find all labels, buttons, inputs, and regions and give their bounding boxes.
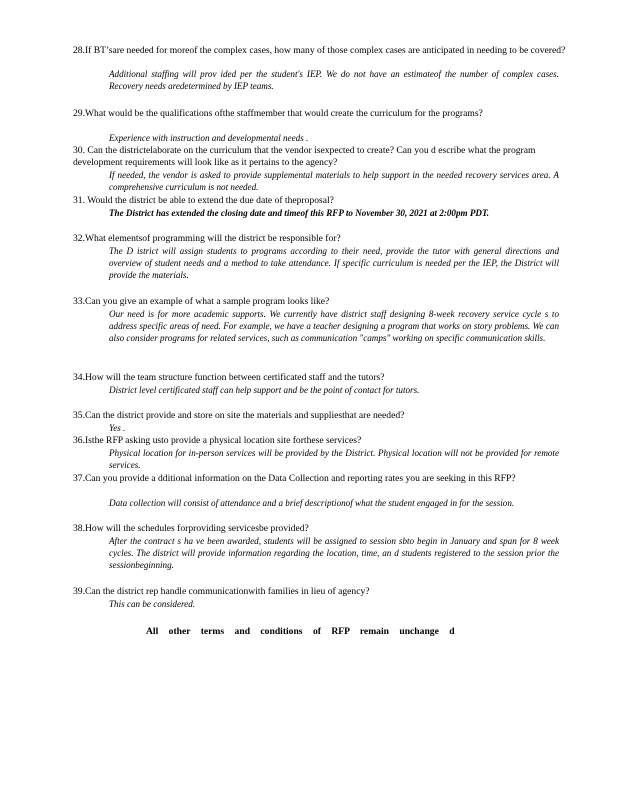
answer-32: The D istrict will assign students to programs according to their need, provide the tutor with general directions and overview of student needs and a method to take attendance. If specific curriculum is needed per the IEP, the District will provide the materials.: [109, 246, 559, 280]
answer-31: The District has extended the closing date and timeof this RFP to November 30, 2021 at 2:00pm PDT.: [109, 208, 489, 218]
question-32: 32.What elementsof programming will the district be responsible for?: [73, 233, 341, 244]
question-36: 36.Isthe RFP asking usto provide a physical location site forthese services?: [73, 435, 362, 446]
closing-statement: All other terms and conditions of RFP remain unchange d: [146, 626, 455, 637]
question-33: 33.Can you give an example of what a sample program looks like?: [73, 296, 330, 307]
answer-28: Additional staffing will prov ided per the student's IEP. We do not have an estimateof the number of complex cases. Recovery needs aredetermined by IEP teams.: [109, 69, 559, 91]
question-29: 29.What would be the qualifications ofthe staffmember that would create the curriculum for the programs?: [73, 108, 483, 119]
question-35: 35.Can the district provide and store on site the materials and suppliesthat are needed?: [73, 410, 405, 421]
answer-29: Experience with instruction and developmental needs .: [109, 133, 309, 143]
answer-30: If needed, the vendor is asked to provide supplemental materials to help support in the needed recovery services area. A comprehensive curriculum is not needed.: [109, 170, 559, 192]
answer-35: Yes .: [109, 423, 126, 433]
question-37: 37.Can you provide a dditional information on the Data Collection and reporting rates you are seeking in this RFP?: [73, 473, 516, 484]
answer-33: Our need is for more academic supports. We currently have district staff designing 8-week recovery service cycle s to address specific areas of need. For example, we have a teacher designing a program that works on story problems. We can also consider programs for related services, such as communication "camps" working on specific communication skills.: [109, 309, 559, 343]
question-28: 28.If BT’sare needed for moreof the complex cases, how many of those complex cases are anticipated in needing to be covered?: [73, 45, 566, 56]
answer-34: District level certificated staff can help support and be the point of contact for tutors.: [109, 385, 420, 395]
answer-39: This can be considered.: [109, 599, 196, 609]
question-30: 30. Can the districtelaborate on the curriculum that the vendor isexpected to create? Can you d escribe what the program development requirements will look like as it pertains to the agency?: [73, 145, 536, 168]
answer-36: Physical location for in-person services will be provided by the District. Physical location will not be provided for remote services.: [109, 448, 559, 470]
question-39: 39.Can the district rep handle communicationwith families in lieu of agency?: [73, 586, 370, 597]
question-38: 38.How will the schedules forproviding servicesbe provided?: [73, 523, 309, 534]
question-31: 31. Would the district be able to extend the due date of theproposal?: [73, 195, 334, 206]
question-34: 34.How will the team structure function between certificated staff and the tutors?: [73, 372, 385, 383]
answer-37: Data collection will consist of attendance and a brief descriptionof what the student engaged in for the session.: [109, 498, 515, 508]
answer-38: After the contract s ha ve been awarded, students will be assigned to session sbto begin in January and span for 8 week cycles. The district will provide information regarding the location, time, an d students registered to the session prior the sessionbeginning.: [109, 536, 559, 570]
